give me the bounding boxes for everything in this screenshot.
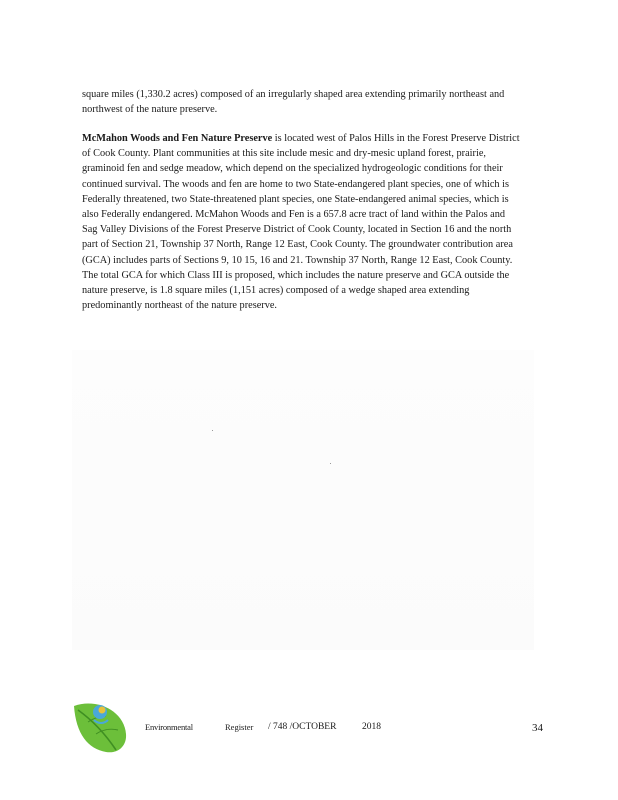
page-footer — [0, 718, 618, 748]
mcmahon-heading: McMahon Woods and Fen Nature Preserve — [82, 133, 273, 144]
footer-environmental: Environmental — [145, 722, 193, 732]
scan-speck — [212, 430, 213, 431]
footer-register: Register — [225, 722, 254, 732]
paragraph-continuation-text: square miles (1,330.2 acres) composed of an irregularly shaped area extending primarily northeast and northwest of the nature preserve. — [82, 89, 505, 116]
mcmahon-body-text: is located west of Palos Hills in the Forest Preserve District of Cook County. Plant communities at this site include mesic and dry-mesic upland forest, prairie, graminoid fen and sedge meadow, which depend on the specialized hydrogeologic conditions for their continued survival. The woods and fen are home to two State-endangered plant species, one of which is Federally threatened, two State-threatened plant species, one State-endangered animal species, which is also Federally endangered. McMahon Woods and Fen is a 657.8 acre tract of land within the Palos and Sag Valley Divisions of the Forest Preserve District of Cook County, located in Section 16 and the north part of Section 21, Township 37 North, Range 12 East, Cook County. The groundwater contribution area (GCA) includes parts of Sections 9, 10 15, 16 and 21. Township 37 North, Range 12 East, Cook County. The total GCA for which Class III is proposed, which includes the nature preserve and GCA outside the nature preserve, is 1.8 square miles (1,151 acres) composed of a wedge shaped area extending predominantly northeast of the nature preserve. — [82, 133, 520, 312]
page-number: 34 — [532, 722, 543, 734]
paragraph-continuation — [82, 87, 522, 117]
blank-scan-area — [72, 350, 534, 650]
footer-year: 2018 — [362, 722, 381, 732]
paragraph-mcmahon-woods — [82, 131, 522, 313]
scan-speck — [330, 463, 331, 464]
footer-issue: / 748 /OCTOBER — [268, 722, 337, 732]
